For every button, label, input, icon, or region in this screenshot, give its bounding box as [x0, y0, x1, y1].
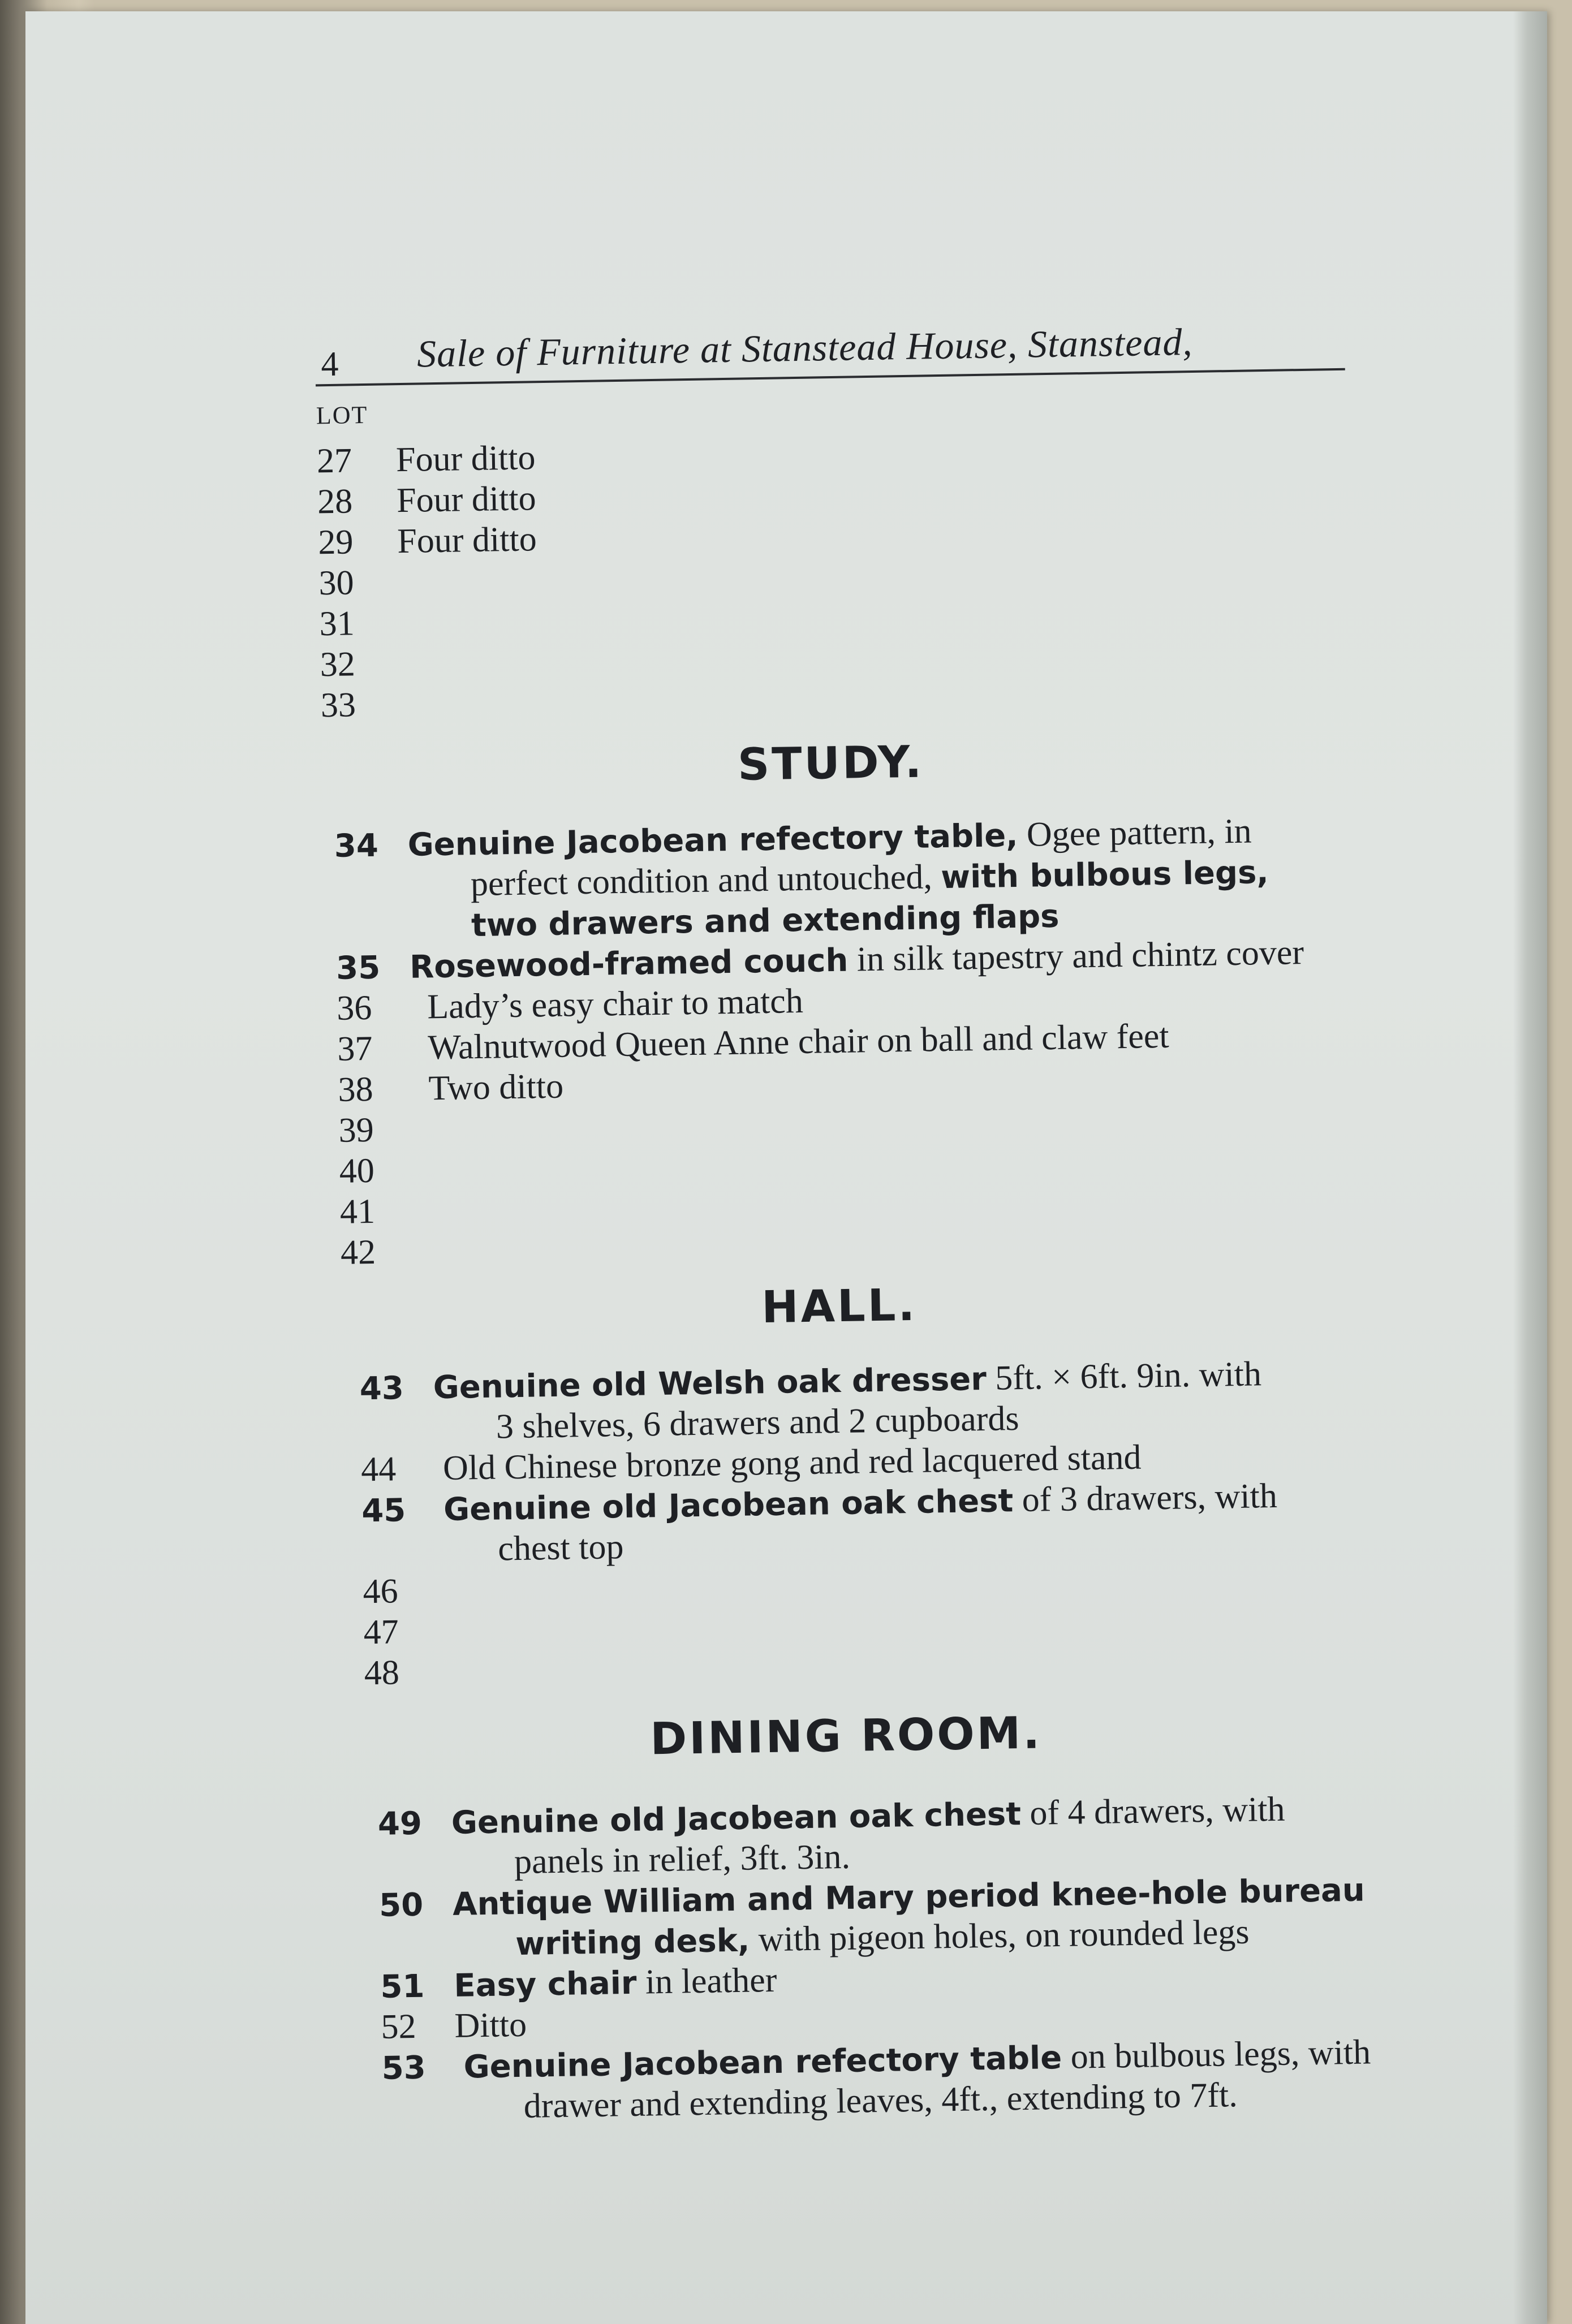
lot-row	[319, 602, 399, 644]
lot-number: 52	[381, 2007, 417, 2046]
section-heading-hall: HALL.	[761, 1279, 918, 1334]
lot-row	[320, 643, 399, 685]
lot-number: 34	[334, 827, 379, 865]
lot-title: two drawers and extending flaps	[471, 898, 1060, 945]
section-heading-dining-room: DINING ROOM.	[649, 1708, 1043, 1765]
lot-description: Two ditto	[428, 1067, 564, 1108]
lot-number: 50	[378, 1886, 424, 1924]
page-number: 4	[320, 344, 339, 384]
lot-row	[339, 1149, 430, 1192]
lot-continuation: 3 shelves, 6 drawers and 2 cupboards	[496, 1399, 1019, 1446]
lot-row	[338, 1066, 564, 1110]
lot-title: Genuine old Jacobean oak chest	[443, 1482, 1014, 1529]
section-heading-study: STUDY.	[737, 736, 924, 791]
lot-number: 31	[319, 604, 355, 644]
lot-row	[337, 981, 804, 1029]
lot-number: 43	[359, 1370, 404, 1408]
lot-title: Genuine Jacobean refectory table	[463, 2039, 1062, 2086]
lot-number: 27	[316, 441, 352, 481]
lot-row	[339, 1190, 430, 1232]
lot-row	[381, 2004, 527, 2047]
lot-description: Old Chinese bronze gong and red lacquered stand	[442, 1438, 1142, 1488]
lot-row	[317, 478, 536, 522]
lot-number: 47	[363, 1612, 399, 1652]
lot-number: 49	[377, 1805, 423, 1843]
lot-row	[364, 1652, 443, 1693]
lot-number: 32	[320, 645, 356, 684]
lot-number: 41	[339, 1192, 376, 1231]
lot-number: 30	[318, 563, 355, 603]
page-content	[291, 260, 1384, 2143]
lot-continuation: drawer and extending leaves, 4ft., extending to 7ft.	[523, 2076, 1238, 2125]
lot-description: Four ditto	[397, 520, 537, 561]
lot-description: with pigeon holes, on rounded legs	[749, 1912, 1250, 1959]
lot-column-label: LOT	[316, 400, 368, 430]
lot-number: 29	[317, 523, 354, 562]
lot-row	[363, 1611, 443, 1653]
lot-number: 51	[380, 1968, 425, 2006]
lot-number: 35	[335, 949, 381, 987]
lot-description: of 3 drawers, with	[1013, 1476, 1278, 1520]
page-header	[315, 300, 1345, 387]
lot-number: 42	[340, 1232, 376, 1272]
lot-description: Ditto	[454, 2005, 527, 2045]
lot-description: Lady’s easy chair to match	[427, 981, 804, 1027]
catalogue-page	[25, 11, 1547, 2324]
lot-number: 39	[338, 1110, 374, 1150]
lot-number: 38	[338, 1070, 374, 1109]
lot-continuation: chest top	[497, 1528, 624, 1568]
lot-number: 28	[317, 482, 353, 521]
lot-description: 5ft. × 6ft. 9in. with	[986, 1355, 1262, 1398]
lot-number: 46	[362, 1572, 399, 1611]
lot-title: Rosewood-framed couch	[409, 942, 849, 986]
lot-description: Walnutwood Queen Anne chair on ball and claw feet	[427, 1016, 1170, 1067]
lot-description: Ogee pattern, in	[1017, 812, 1252, 854]
lot-number: 53	[381, 2049, 427, 2087]
lot-description: Four ditto	[396, 479, 537, 520]
lot-number: 33	[320, 685, 356, 725]
lot-number: 40	[339, 1151, 375, 1191]
lot-continuation: panels in relief, 3ft. 3in.	[514, 1837, 851, 1882]
lot-row	[363, 1570, 442, 1612]
lot-row	[341, 1231, 432, 1273]
lot-description: perfect condition and untouched,	[470, 857, 941, 904]
lot-row	[318, 519, 537, 563]
lot-description: Four ditto	[395, 438, 536, 480]
lot-title: Antique William and Mary period knee-hole bureau	[452, 1872, 1366, 1923]
lot-number: 48	[364, 1653, 400, 1693]
lot-title: Genuine old Jacobean oak chest	[451, 1796, 1022, 1842]
lot-number: 44	[360, 1450, 397, 1489]
running-title: Sale of Furniture at Stanstead House, Stanstead,	[416, 320, 1193, 376]
lot-row	[318, 562, 398, 603]
lot-title: Genuine Jacobean refectory table,	[407, 817, 1019, 864]
lot-row	[317, 437, 536, 481]
lot-description: of 4 drawers, with	[1020, 1790, 1286, 1833]
lot-number: 36	[336, 988, 372, 1028]
lot-row	[380, 1960, 777, 2008]
lot-row	[320, 684, 400, 726]
lot-description: in silk tapestry and chintz cover	[847, 933, 1304, 979]
lot-title: writing desk,	[515, 1922, 750, 1963]
lot-number: 45	[361, 1492, 406, 1530]
page-fold-edge	[1513, 11, 1547, 2324]
lot-description: in leather	[636, 1960, 777, 2002]
lot-title: with bulbous legs,	[940, 853, 1269, 896]
lot-title: Easy chair	[453, 1964, 638, 2004]
lot-row	[338, 1109, 429, 1151]
lot-title: Genuine old Welsh oak dresser	[433, 1360, 987, 1407]
lot-number: 37	[337, 1029, 373, 1068]
lot-description: on bulbous legs, with	[1061, 2033, 1371, 2076]
